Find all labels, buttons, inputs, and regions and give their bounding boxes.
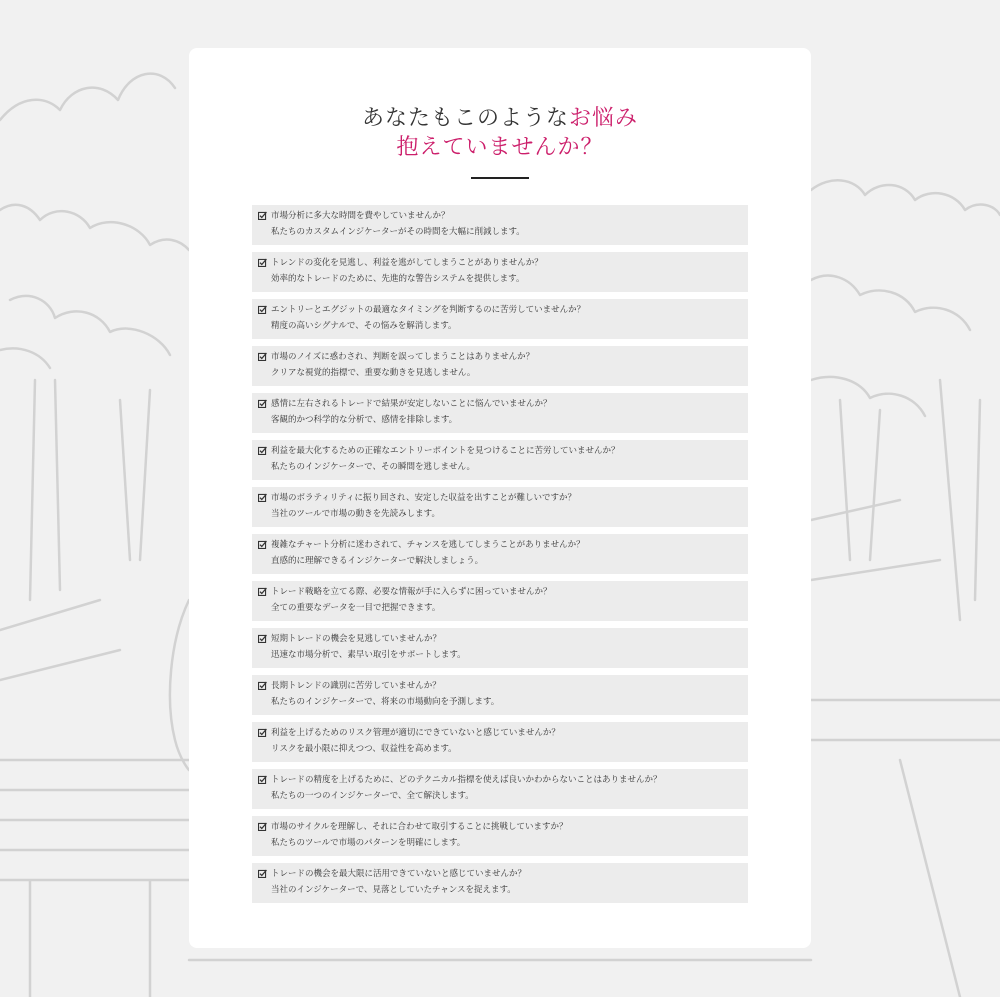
list-item (252, 722, 748, 762)
list-item (252, 581, 748, 621)
concern-question: 市場分析に多大な時間を費やしていませんか？ (271, 211, 450, 221)
section-heading (189, 104, 811, 162)
concern-answer: 効率的なトレードのために、先進的な警告システムを提供します。 (271, 274, 525, 284)
list-item (252, 628, 748, 668)
list-item (252, 769, 748, 809)
concern-answer: クリアな視覚的指標で、重要な動きを見逃しません。 (271, 368, 476, 378)
list-item (252, 440, 748, 480)
checkbox-checked-icon (258, 446, 267, 455)
list-item (252, 675, 748, 715)
checkbox-checked-icon (258, 258, 267, 267)
right-bench (811, 700, 1000, 997)
heading-line-1 (189, 104, 811, 133)
concern-answer: リスクを最小限に抑えつつ、収益性を高めます。 (271, 744, 457, 754)
heading-divider (471, 177, 529, 179)
heading-line-2: 抱えていませんか？ (396, 135, 604, 160)
concerns-list (252, 205, 748, 910)
concern-answer: 私たちのカスタムインジケーターがその時間を大幅に削減します。 (271, 227, 525, 237)
list-item (252, 816, 748, 856)
concern-question: トレード戦略を立てる際、必要な情報が手に入らずに困っていませんか？ (271, 587, 552, 597)
concern-answer: 直感的に理解できるインジケーターで解決しましょう。 (271, 556, 484, 566)
concern-question: 短期トレードの機会を見逃していませんか？ (271, 634, 442, 644)
right-tree-canopy (811, 180, 1000, 215)
heading-accent-text: お悩み (569, 106, 639, 131)
concern-answer: 当社のツールで市場の動きを先読みします。 (271, 509, 440, 519)
concern-question: 感情に左右されるトレードで結果が安定しないことに悩んでいませんか？ (271, 399, 552, 409)
checkbox-checked-icon (258, 681, 267, 690)
checkbox-checked-icon (258, 493, 267, 502)
checkbox-checked-icon (258, 634, 267, 643)
person-outline (170, 600, 189, 770)
checkbox-checked-icon (258, 775, 267, 784)
list-item (252, 205, 748, 245)
concern-question: 市場のボラティリティに振り回され、安定した収益を出すことが難しいですか？ (271, 493, 576, 503)
left-bench (0, 760, 189, 997)
concern-answer: 私たちのツールで市場のパターンを明確にします。 (271, 838, 466, 848)
concern-answer: 迅速な市場分析で、素早い取引をサポートします。 (271, 650, 466, 660)
concern-question: 複雑なチャート分析に迷わされて、チャンスを逃してしまうことがありませんか？ (271, 540, 585, 550)
left-tree-canopy (0, 74, 175, 120)
checkbox-checked-icon (258, 305, 267, 314)
concern-question: トレードの精度を上げるために、どのテクニカル指標を使えば良いかわからないことはありませんか？ (271, 775, 662, 785)
concern-question: 利益を上げるためのリスク管理が適切にできていないと感じていませんか？ (271, 728, 560, 738)
concern-answer: 全ての重要なデータを一目で把握できます。 (271, 603, 441, 613)
concern-answer: 当社のインジケーターで、見落としていたチャンスを捉えます。 (271, 885, 516, 895)
checkbox-checked-icon (258, 540, 267, 549)
concern-question: トレンドの変化を見逃し、利益を逃がしてしまうことがありませんか？ (271, 258, 543, 268)
concern-question: 利益を最大化するための正確なエントリーポイントを見つけることに苦労していませんか？ (271, 446, 620, 456)
concern-answer: 私たちのインジケーターで、その瞬間を逃しません。 (271, 462, 475, 472)
list-item (252, 863, 748, 903)
concern-answer: 私たちのインジケーターで、将来の市場動向を予測します。 (271, 697, 500, 707)
concern-question: トレードの機会を最大限に活用できていないと感じていませんか？ (271, 869, 527, 879)
checkbox-checked-icon (258, 822, 267, 831)
checkbox-checked-icon (258, 399, 267, 408)
list-item (252, 346, 748, 386)
checkbox-checked-icon (258, 728, 267, 737)
concern-answer: 客観的かつ科学的な分析で、感情を排除します。 (271, 415, 458, 425)
right-tree-trunk (840, 380, 980, 620)
concern-question: 市場のノイズに惑わされ、判断を誤ってしまうことはありませんか？ (271, 352, 535, 362)
list-item (252, 393, 748, 433)
heading-plain-text: あなたもこのような (361, 106, 569, 131)
concern-question: 長期トレンドの識別に苦労していませんか？ (271, 681, 441, 691)
list-item (252, 534, 748, 574)
checkbox-checked-icon (258, 587, 267, 596)
list-item (252, 252, 748, 292)
concerns-card (189, 48, 811, 948)
concern-answer: 精度の高いシグナルで、その悩みを解消します。 (271, 321, 457, 331)
checkbox-checked-icon (258, 869, 267, 878)
list-item (252, 299, 748, 339)
concern-question: 市場のサイクルを理解し、それに合わせて取引することに挑戦していますか？ (271, 822, 568, 832)
list-item (252, 487, 748, 527)
concern-answer: 私たちの一つのインジケーターで、全て解決します。 (271, 791, 474, 801)
checkbox-checked-icon (258, 211, 267, 220)
left-tree-trunk (30, 380, 150, 600)
concern-question: エントリーとエグジットの最適なタイミングを判断するのに苦労していませんか？ (271, 305, 586, 315)
checkbox-checked-icon (258, 352, 267, 361)
